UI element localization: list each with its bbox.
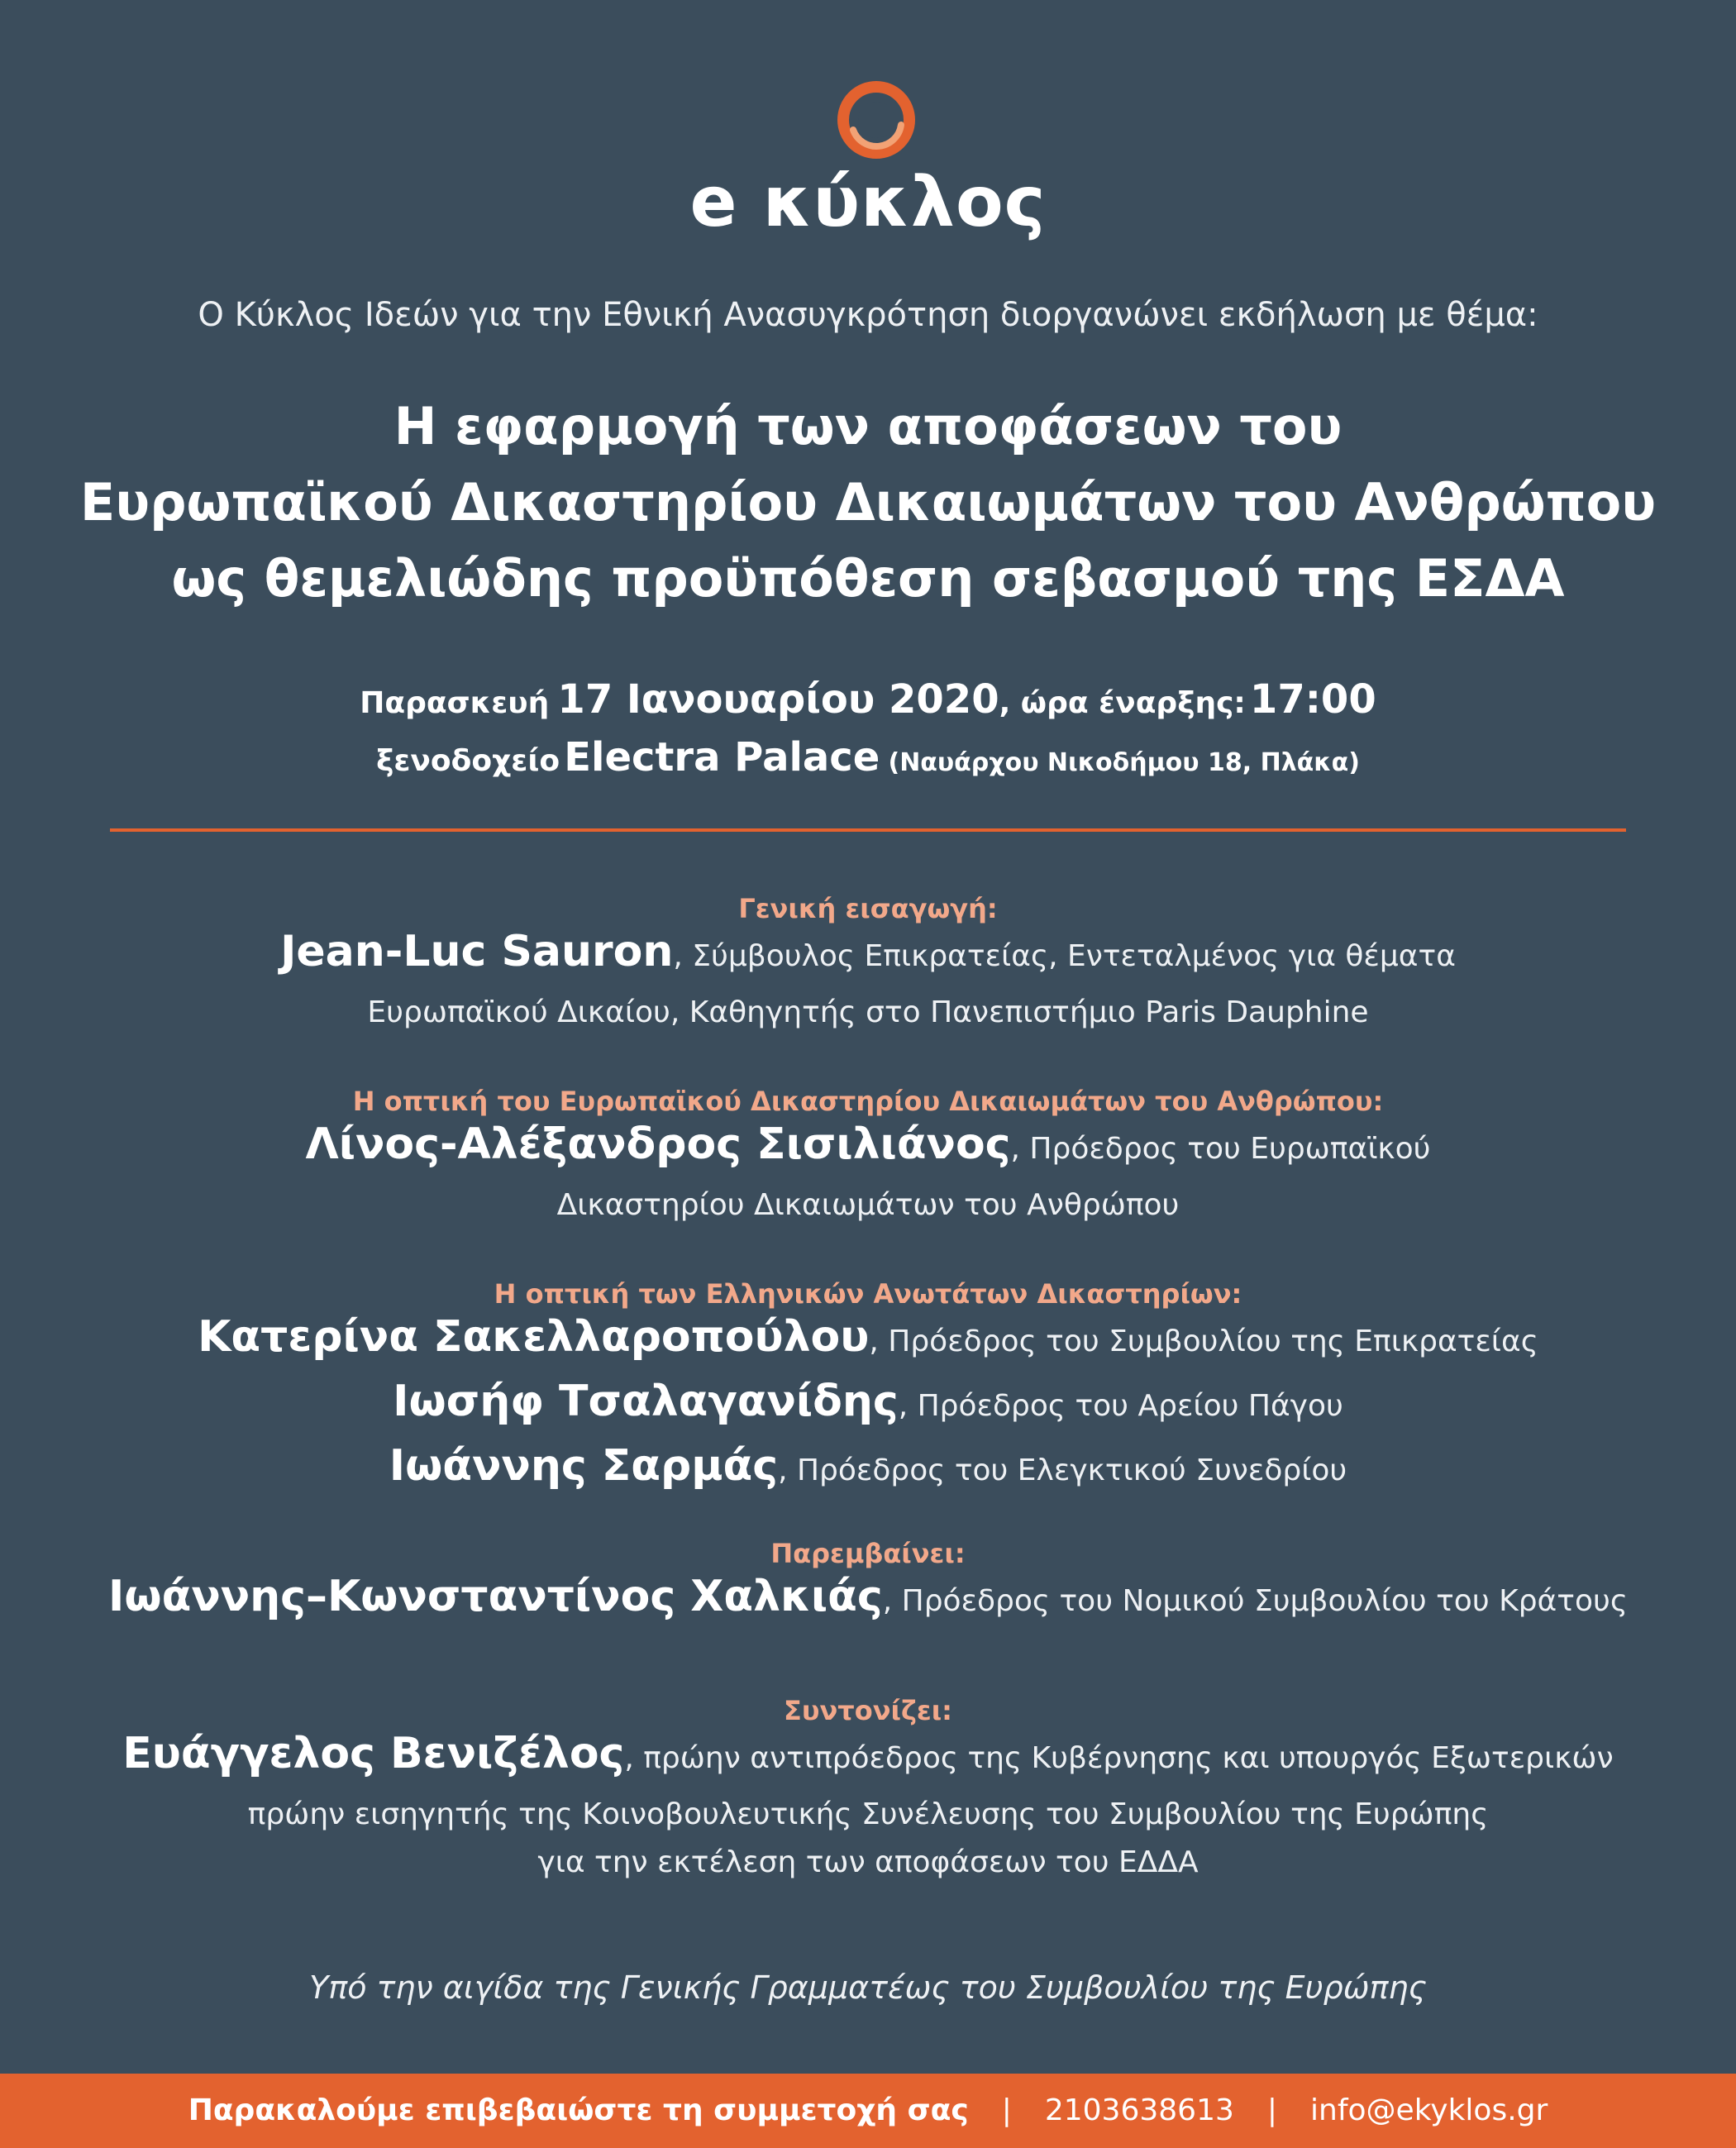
speaker-description: πρώην εισηγητής της Κοινοβουλευτικής Συνέλευσης του Συμβουλίου της Ευρώπης (247, 1797, 1489, 1831)
speaker-row (0, 1569, 1736, 1634)
speaker-row (0, 1310, 1736, 1374)
section-label: Συντονίζει: (784, 1695, 952, 1726)
event-day: Παρασκευή (360, 686, 550, 720)
section-label: Παρεμβαίνει: (770, 1538, 966, 1569)
speaker-name: Ιωάννης Σαρμάς (389, 1441, 779, 1491)
event-date: 17 Ιανουαρίου 2020 (557, 676, 999, 723)
section-greek-courts (0, 1278, 1736, 1503)
speaker-description: Ευρωπαϊκού Δικαίου, Καθηγητής στο Πανεπιστήμιο Paris Dauphine (367, 995, 1369, 1029)
logo-wordmark: e κύκλος (689, 161, 1047, 242)
title-line: Η εφαρμογή των αποφάσεων του (393, 396, 1343, 456)
section-moderator (0, 1695, 1736, 1887)
event-date-line (0, 676, 1736, 723)
footer-separator: | (1001, 2093, 1012, 2127)
footer-separator: | (1266, 2093, 1278, 2127)
venue-address: (Ναυάρχου Νικοδήμου 18, Πλάκα) (888, 748, 1360, 777)
aegis-note: Υπό την αιγίδα της Γενικής Γραμματέως του Συμβουλίου της Ευρώπης (309, 1969, 1427, 2006)
speaker-role: , Πρόεδρος του Συμβουλίου της Επικρατείας (869, 1325, 1538, 1358)
title-line: Ευρωπαϊκού Δικαστηρίου Δικαιωμάτων του Ανθρώπου (79, 472, 1657, 532)
rsvp-text: Παρακαλούμε επιβεβαιώστε τη συμμετοχή σας (188, 2093, 969, 2127)
speaker-name: Κατερίνα Σακελλαροπούλου (198, 1312, 870, 1362)
section-label: Η οπτική των Ελληνικών Ανωτάτων Δικαστηρίων: (494, 1278, 1242, 1310)
speaker-role: , πρώην αντιπρόεδρος της Κυβέρνησης και υπουργός Εξωτερικών (624, 1741, 1614, 1775)
speaker-role: , Πρόεδρος του Αρείου Πάγου (898, 1389, 1343, 1423)
speaker-name: Ευάγγελος Βενιζέλος (122, 1729, 625, 1778)
section-label: Η οπτική του Ευρωπαϊκού Δικαστηρίου Δικαιωμάτων του Ανθρώπου: (352, 1086, 1384, 1117)
section-intervention (0, 1538, 1736, 1634)
speaker-row (0, 1439, 1736, 1503)
title-line: ως θεμελιώδης προϋπόθεση σεβασμού της ΕΣΔΑ (171, 548, 1565, 609)
phone-number[interactable]: 2103638613 (1044, 2093, 1234, 2127)
speaker-row (0, 924, 1736, 989)
speaker-role: , Πρόεδρος του Ελεγκτικού Συνεδρίου (778, 1453, 1347, 1487)
event-title (50, 389, 1686, 617)
speaker-role: , Πρόεδρος του Νομικού Συμβουλίου του Κράτους (882, 1584, 1628, 1618)
speaker-row (0, 1374, 1736, 1439)
speaker-name: Λίνος-Αλέξανδρος Σισιλιάνος (305, 1119, 1011, 1169)
venue-label: ξενοδοχείο (376, 744, 560, 778)
speaker-name: Ιωάννης–Κωνσταντίνος Χαλκιάς (108, 1572, 883, 1621)
speaker-name: Ιωσήφ Τσαλαγανίδης (393, 1377, 899, 1426)
divider (110, 828, 1626, 832)
intro-text: Ο Κύκλος Ιδεών για την Εθνική Ανασυγκρότηση διοργανώνει εκδήλωση με θέμα: (198, 296, 1538, 334)
ekyklos-logo-icon (835, 79, 918, 161)
speaker-role: , Πρόεδρος του Ευρωπαϊκού (1010, 1132, 1431, 1166)
speaker-row (0, 1117, 1736, 1181)
venue-name: Electra Palace (564, 734, 880, 780)
email-link[interactable]: info@ekyklos.gr (1310, 2093, 1548, 2127)
speaker-description: Δικαστηρίου Δικαιωμάτων του Ανθρώπου (556, 1188, 1180, 1222)
event-venue-line (0, 734, 1736, 780)
speaker-role: , Σύμβουλος Επικρατείας, Εντεταλμένος για θέματα (673, 939, 1456, 973)
event-time: 17:00 (1249, 676, 1376, 723)
event-time-label: , ώρα έναρξης: (999, 686, 1246, 720)
section-introduction (0, 893, 1736, 1037)
speaker-name: Jean-Luc Sauron (280, 927, 674, 976)
section-label: Γενική εισαγωγή: (738, 893, 998, 924)
section-echr (0, 1086, 1736, 1229)
speaker-description: για την εκτέλεση των αποφάσεων του ΕΔΔΑ (537, 1845, 1199, 1879)
speaker-row (0, 1726, 1736, 1791)
footer-bar (0, 2074, 1736, 2148)
